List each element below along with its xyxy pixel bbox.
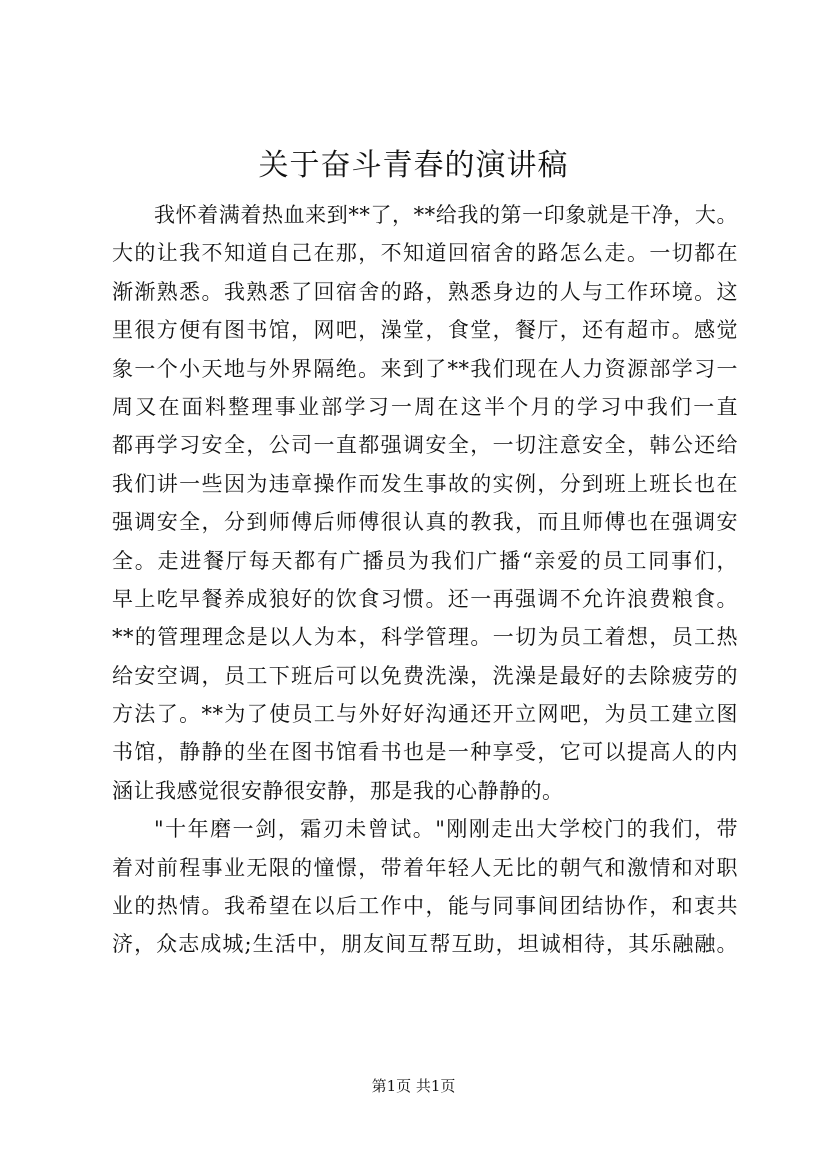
text-line: 济，众志成城;生活中，朋友间互帮互助，坦诚相待，其乐融融。	[112, 932, 738, 957]
text-line: 我们讲一些因为违章操作而发生事故的实例，分到班上班长也在	[112, 471, 738, 496]
text-line: 大的让我不知道自己在那，不知道回宿舍的路怎么走。一切都在	[112, 241, 738, 266]
text-line: 我怀着满着热血来到**了，**给我的第一印象就是干净，大。	[154, 203, 738, 227]
text-line: 里很方便有图书馆，网吧，澡堂，食堂，餐厅，还有超市。感觉	[112, 318, 738, 343]
text-line: 渐渐熟悉。我熟悉了回宿舍的路，熟悉身边的人与工作环境。这	[112, 279, 738, 304]
text-line: 早上吃早餐养成狼好的饮食习惯。还一再强调不允许浪费粮食。	[112, 586, 738, 611]
text-line: 涵让我感觉很安静很安静，那是我的心静静的。	[112, 778, 564, 803]
document-title: 关于奋斗青春的演讲稿	[258, 148, 569, 183]
text-line: 全。走进餐厅每天都有广播员为我们广播“亲爱的员工同事们，	[112, 548, 738, 573]
text-line: 都再学习安全，公司一直都强调安全，一切注意安全，韩公还给	[112, 433, 738, 458]
text-line: 业的热情。我希望在以后工作中，能与同事间团结协作，和衷共	[112, 894, 738, 919]
text-line: 书馆，静静的坐在图书馆看书也是一种享受，它可以提高人的内	[112, 740, 738, 765]
text-line: 象一个小天地与外界隔绝。来到了**我们现在人力资源部学习一	[112, 356, 738, 381]
text-line: 方法了。**为了使员工与外好好沟通还开立网吧，为员工建立图	[112, 702, 738, 727]
document-body	[112, 196, 738, 964]
text-line: **的管理理念是以人为本，科学管理。一切为员工着想，员工热	[112, 625, 738, 650]
page-footer: 第1页 共1页	[371, 1077, 456, 1095]
text-line: 强调安全，分到师傅后师傅很认真的教我，而且师傅也在强调安	[112, 510, 738, 535]
text-line: 给安空调，员工下班后可以免费洗澡，洗澡是最好的去除疲劳的	[112, 663, 738, 688]
text-line: "十年磨一剑，霜刃未曾试。"刚刚走出大学校门的我们，带	[154, 817, 738, 842]
text-line: 着对前程事业无限的憧憬，带着年轻人无比的朝气和激情和对职	[112, 855, 738, 880]
text-line: 周又在面料整理事业部学习一周在这半个月的学习中我们一直	[112, 394, 738, 419]
